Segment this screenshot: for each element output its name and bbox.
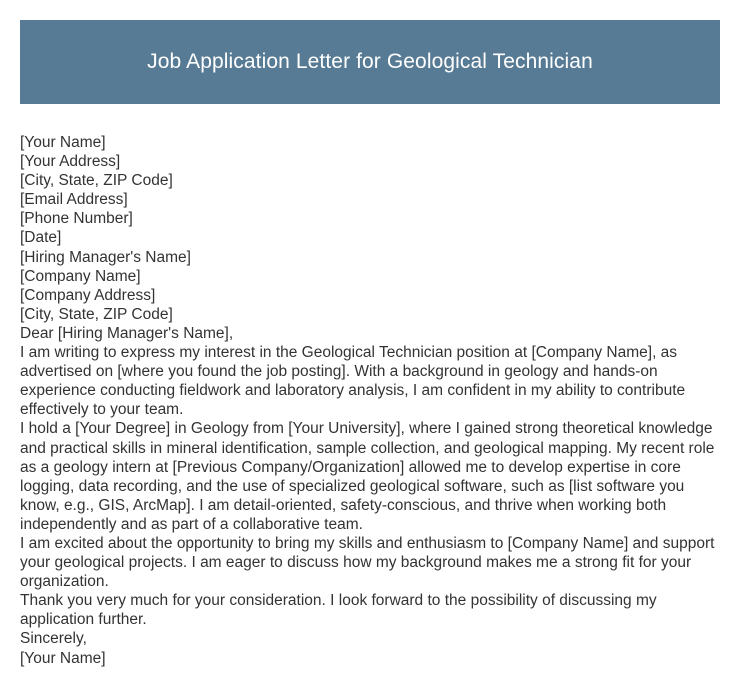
paragraph-thanks: Thank you very much for your consideration. I look forward to the possibility of discussing my application further. (20, 592, 657, 629)
closing: Sincerely, (20, 630, 87, 648)
salutation: Dear [Hiring Manager's Name], (20, 324, 234, 342)
sender-name: [Your Name] (20, 134, 106, 151)
page-title: Job Application Letter for Geological Technician (147, 50, 593, 73)
sender-city-state-zip: [City, State, ZIP Code] (20, 172, 173, 190)
recipient-company-address: [Company Address] (20, 286, 156, 304)
sender-phone: [Phone Number] (20, 210, 133, 228)
letter-date: [Date] (20, 229, 62, 247)
letter-body (20, 133, 724, 668)
sender-email: [Email Address] (20, 191, 128, 209)
paragraph-qualifications: I hold a [Your Degree] in Geology from [Your University], where I gained strong theoretical knowledge and practical skills in mineral identification, sample collection, and geological mapping. My recent role as a geology intern at [Previous Company/Organization] allowed me to develop expertise in core logging, data recording, and the use of specialized geological software, such as [list software you know, e.g., GIS, ArcMap]. I am detail-oriented, safety-conscious, and thrive when working both independently and as part of a collaborative team. (20, 420, 715, 533)
sender-address: [Your Address] (20, 153, 121, 171)
paragraph-intro: I am writing to express my interest in the Geological Technician position at [Company Name], as advertised on [where you found the job posting]. With a background in geology and hands-on experience conducting fieldwork and laboratory analysis, I am confident in my ability to contribute effectively to your team. (20, 344, 686, 419)
paragraph-enthusiasm: I am excited about the opportunity to bring my skills and enthusiasm to [Company Name] and support your geological projects. I am eager to discuss how my background makes me a strong fit for your organization. (20, 534, 715, 591)
page-header (20, 20, 720, 104)
signature: [Your Name] (20, 649, 106, 667)
recipient-hiring-manager: [Hiring Manager's Name] (20, 248, 191, 266)
recipient-company-name: [Company Name] (20, 267, 141, 285)
recipient-city-state-zip: [City, State, ZIP Code] (20, 305, 173, 323)
